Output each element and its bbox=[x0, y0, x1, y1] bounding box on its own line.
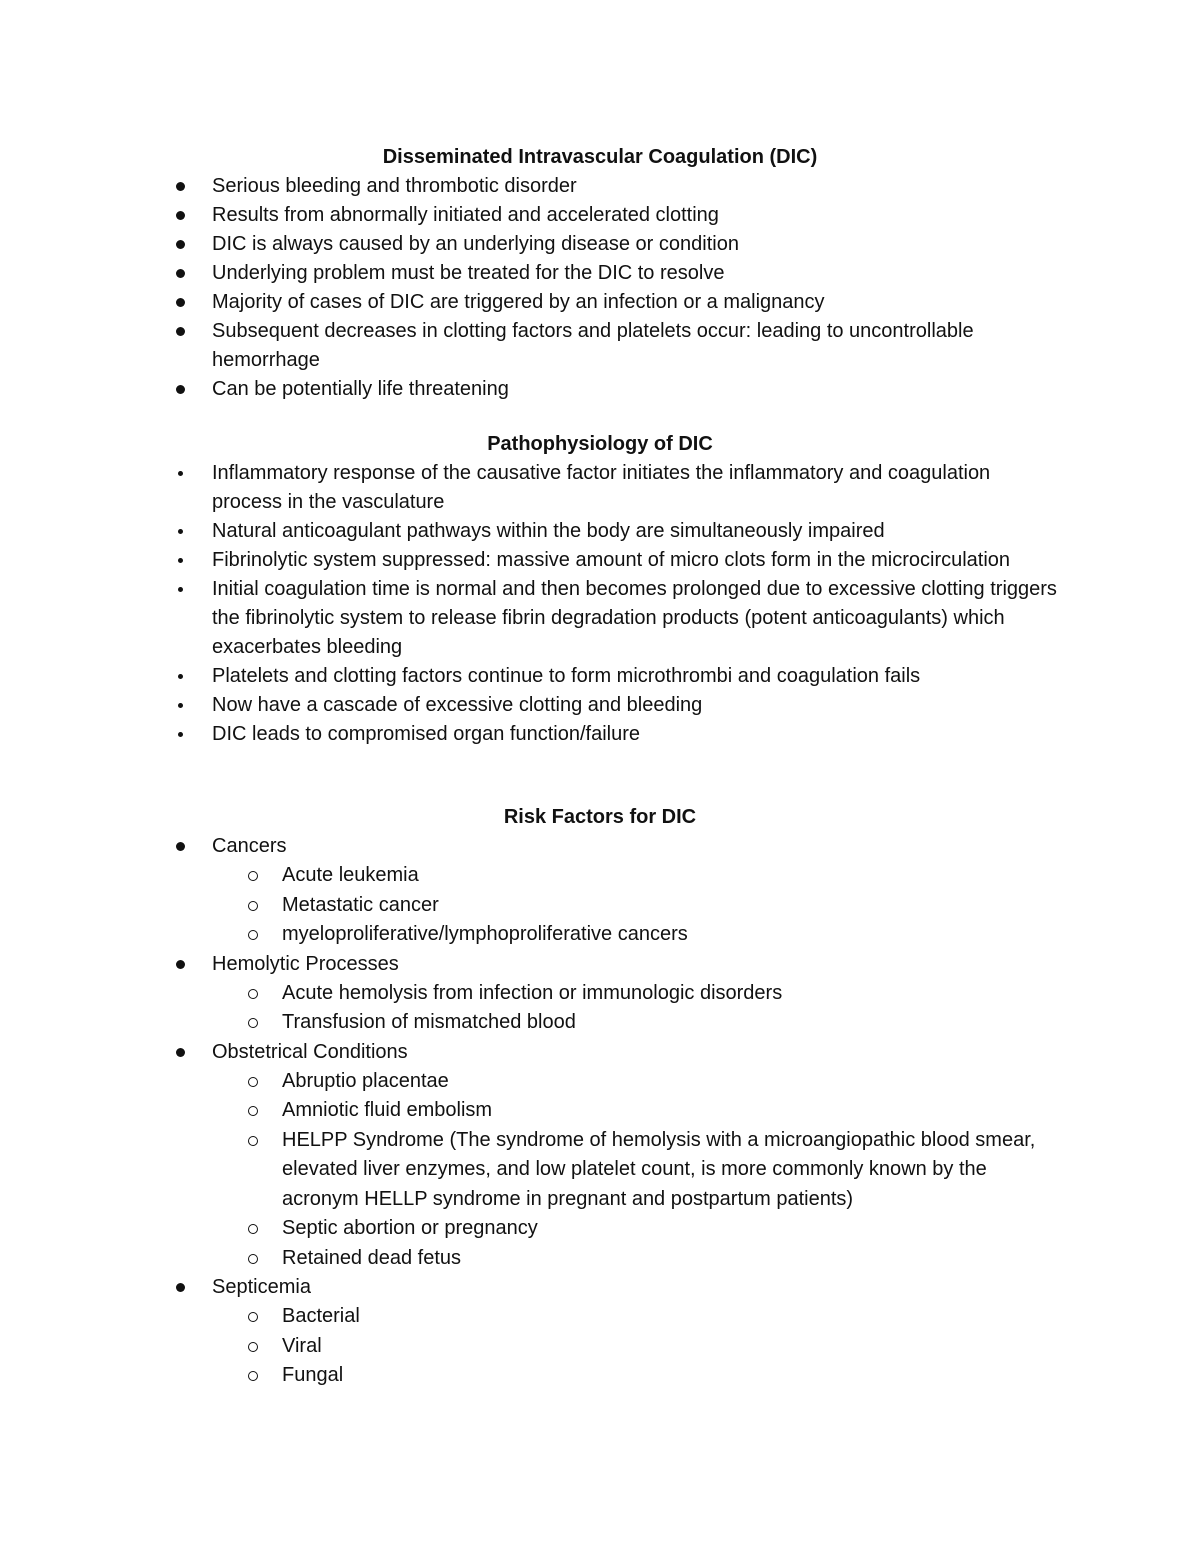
list-item: Underlying problem must be treated for the DIC to resolve bbox=[212, 262, 725, 284]
sub-list-item: Acute leukemia bbox=[0, 861, 1062, 891]
sub-list-item: Abruptio placentae bbox=[0, 1067, 1062, 1097]
circle-bullet-icon bbox=[248, 1106, 258, 1116]
sub-list-item: Amniotic fluid embolism bbox=[0, 1096, 1062, 1126]
circle-bullet-icon bbox=[248, 1077, 258, 1087]
sub-list-item: Viral bbox=[0, 1332, 1062, 1362]
circle-bullet-icon bbox=[248, 1018, 258, 1028]
dic-overview-list bbox=[0, 172, 1200, 404]
section-title-risk-factors: Risk Factors for DIC bbox=[503, 806, 697, 828]
list-item-hemolytic: Hemolytic Processes bbox=[212, 952, 399, 975]
risk-factors-list bbox=[0, 832, 1200, 1391]
list-item: Inflammatory response of the causative factor initiates the inflammatory and coagulation process in the vasculature bbox=[212, 462, 991, 513]
sub-list-item: Bacterial bbox=[0, 1302, 1062, 1332]
circle-bullet-icon bbox=[248, 1254, 258, 1264]
pathophysiology-list bbox=[0, 459, 1200, 749]
sub-list-item: myeloproliferative/lymphoproliferative cancers bbox=[0, 920, 1062, 950]
circle-bullet-icon bbox=[248, 1136, 258, 1146]
sub-list-item: Retained dead fetus bbox=[0, 1244, 1062, 1274]
list-item: Now have a cascade of excessive clotting and bleeding bbox=[212, 694, 703, 716]
list-item: DIC leads to compromised organ function/failure bbox=[212, 723, 640, 745]
sub-list-item: Acute hemolysis from infection or immunologic disorders bbox=[0, 979, 1062, 1009]
circle-bullet-icon bbox=[248, 1224, 258, 1234]
circle-bullet-icon bbox=[248, 989, 258, 999]
circle-bullet-icon bbox=[248, 1371, 258, 1381]
list-item-obstetrical: Obstetrical Conditions bbox=[212, 1040, 408, 1063]
list-item: Can be potentially life threatening bbox=[212, 378, 509, 400]
list-item: Initial coagulation time is normal and then becomes prolonged due to excessive clotting triggers the fibrinolytic system to release fibrin degradation products (potent anticoagulants) which exacerbates bleeding bbox=[212, 578, 1057, 658]
list-item-cancers: Cancers bbox=[212, 835, 287, 857]
list-item: Serious bleeding and thrombotic disorder bbox=[212, 175, 577, 197]
circle-bullet-icon bbox=[248, 930, 258, 940]
circle-bullet-icon bbox=[248, 1342, 258, 1352]
list-item: Natural anticoagulant pathways within the body are simultaneously impaired bbox=[212, 520, 885, 542]
circle-bullet-icon bbox=[248, 871, 258, 881]
sub-list-item: Fungal bbox=[0, 1361, 1062, 1391]
list-item: Subsequent decreases in clotting factors and platelets occur: leading to uncontrollable hemorrhage bbox=[212, 320, 974, 371]
list-item: DIC is always caused by an underlying disease or condition bbox=[212, 233, 739, 255]
section-title-dic: Disseminated Intravascular Coagulation (DIC) bbox=[382, 146, 818, 168]
list-item: Majority of cases of DIC are triggered by an infection or a malignancy bbox=[212, 291, 825, 313]
section-title-pathophysiology: Pathophysiology of DIC bbox=[487, 433, 713, 455]
list-item: Results from abnormally initiated and accelerated clotting bbox=[212, 204, 719, 226]
circle-bullet-icon bbox=[248, 1312, 258, 1322]
sub-list-item: Septic abortion or pregnancy bbox=[0, 1214, 1062, 1244]
circle-bullet-icon bbox=[248, 901, 258, 911]
sub-list-item: HELPP Syndrome (The syndrome of hemolysis with a microangiopathic blood smear, elevated liver enzymes, and low platelet count, is more commonly known by the acronym HELLP syndrome in pregnant and postpartum patients) bbox=[0, 1126, 1062, 1215]
sub-list-item: Metastatic cancer bbox=[0, 891, 1062, 921]
sub-list-item: Transfusion of mismatched blood bbox=[0, 1008, 1062, 1038]
list-item-septicemia: Septicemia bbox=[212, 1276, 311, 1298]
list-item: Platelets and clotting factors continue to form microthrombi and coagulation fails bbox=[212, 665, 921, 687]
list-item: Fibrinolytic system suppressed: massive amount of micro clots form in the microcirculation bbox=[212, 549, 1011, 571]
